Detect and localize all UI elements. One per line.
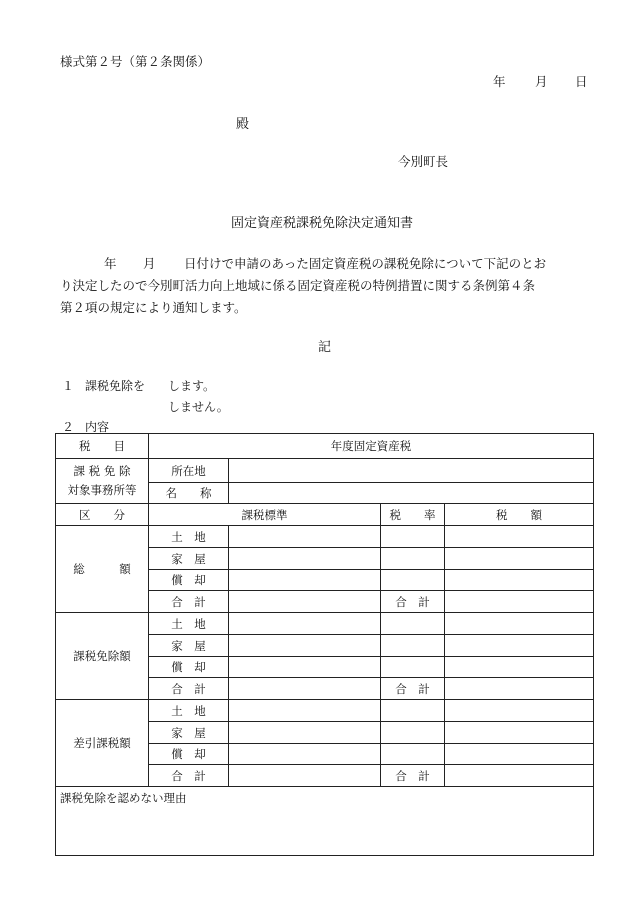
rate-cell[interactable] xyxy=(381,635,445,657)
row-land: 土 地 xyxy=(149,700,229,722)
ki-heading: 記 xyxy=(318,340,332,355)
tax-item-value: 年度固定資産税 xyxy=(149,434,594,459)
amount-cell[interactable] xyxy=(445,700,594,722)
standard-cell[interactable] xyxy=(229,678,381,700)
section2-number: ２ xyxy=(62,420,75,434)
office-label-line2: 対象事務所等 xyxy=(67,483,137,497)
row-depreciable: 償 却 xyxy=(149,570,229,591)
row-land: 土 地 xyxy=(149,613,229,635)
office-label xyxy=(56,459,149,504)
name-value[interactable] xyxy=(229,483,594,504)
row-sum: 合 計 xyxy=(149,678,229,700)
amount-cell[interactable] xyxy=(445,765,594,787)
location-label: 所在地 xyxy=(149,459,229,483)
rate-cell[interactable] xyxy=(381,548,445,570)
form-number: 様式第２号（第２条関係） xyxy=(60,54,211,69)
section1-number: １ xyxy=(62,379,75,393)
amount-cell[interactable] xyxy=(445,591,594,613)
rate-cell[interactable] xyxy=(381,657,445,678)
standard-cell[interactable] xyxy=(229,700,381,722)
sender-title: 今別町長 xyxy=(398,154,449,169)
row-house: 家 屋 xyxy=(149,722,229,744)
rate-total-label: 合 計 xyxy=(381,591,445,613)
office-label-line1: 課 税 免 除 xyxy=(73,464,131,478)
reason-label: 課税免除を認めない理由 xyxy=(60,791,187,805)
row-sum: 合 計 xyxy=(149,765,229,787)
row-depreciable: 償 却 xyxy=(149,657,229,678)
rate-cell[interactable] xyxy=(381,613,445,635)
reason-cell[interactable] xyxy=(56,787,594,856)
body-month: 月 xyxy=(143,256,156,271)
date-year: 年 xyxy=(493,74,506,89)
section1-option-do: します。 xyxy=(168,379,216,393)
rate-cell[interactable] xyxy=(381,744,445,765)
date-day: 日 xyxy=(575,74,588,89)
group-exemption-label: 課税免除額 xyxy=(56,613,149,700)
amount-cell[interactable] xyxy=(445,657,594,678)
row-house: 家 屋 xyxy=(149,548,229,570)
tax-exemption-table xyxy=(55,433,594,856)
body-text-line3: 第２項の規定により通知します。 xyxy=(60,300,247,315)
row-sum: 合 計 xyxy=(149,591,229,613)
standard-cell[interactable] xyxy=(229,570,381,591)
rate-cell[interactable] xyxy=(381,722,445,744)
row-house: 家 屋 xyxy=(149,635,229,657)
col-rate-header: 税 率 xyxy=(381,504,445,526)
amount-cell[interactable] xyxy=(445,613,594,635)
col-category-header: 区 分 xyxy=(56,504,149,526)
document-title: 固定資産税課税免除決定通知書 xyxy=(231,216,414,231)
amount-cell[interactable] xyxy=(445,722,594,744)
col-standard-header: 課税標準 xyxy=(149,504,381,526)
col-amount-header: 税 額 xyxy=(445,504,594,526)
name-label: 名 称 xyxy=(149,483,229,504)
standard-cell[interactable] xyxy=(229,548,381,570)
row-land: 土 地 xyxy=(149,526,229,548)
amount-cell[interactable] xyxy=(445,570,594,591)
section2-label: 内容 xyxy=(85,420,110,434)
tax-item-label: 税 目 xyxy=(56,434,149,459)
date-month: 月 xyxy=(535,74,548,89)
group-net-label: 差引課税額 xyxy=(56,700,149,787)
amount-cell[interactable] xyxy=(445,548,594,570)
amount-cell[interactable] xyxy=(445,635,594,657)
section1-option-donot: しません。 xyxy=(168,400,229,414)
rate-cell[interactable] xyxy=(381,526,445,548)
body-text-line1: 日付けで申請のあった固定資産税の課税免除について下記のとお xyxy=(184,256,547,271)
location-value[interactable] xyxy=(229,459,594,483)
standard-cell[interactable] xyxy=(229,744,381,765)
amount-cell[interactable] xyxy=(445,526,594,548)
section1-label: 課税免除を xyxy=(85,379,146,393)
amount-cell[interactable] xyxy=(445,744,594,765)
standard-cell[interactable] xyxy=(229,765,381,787)
group-total-label: 総 額 xyxy=(56,526,149,613)
standard-cell[interactable] xyxy=(229,657,381,678)
body-text-line2: り決定したので今別町活力向上地域に係る固定資産税の特例措置に関する条例第４条 xyxy=(60,278,536,293)
rate-total-label: 合 計 xyxy=(381,765,445,787)
standard-cell[interactable] xyxy=(229,722,381,744)
standard-cell[interactable] xyxy=(229,526,381,548)
addressee-suffix: 殿 xyxy=(236,117,250,132)
amount-cell[interactable] xyxy=(445,678,594,700)
rate-cell[interactable] xyxy=(381,700,445,722)
rate-cell[interactable] xyxy=(381,570,445,591)
body-year: 年 xyxy=(104,256,117,271)
standard-cell[interactable] xyxy=(229,635,381,657)
rate-total-label: 合 計 xyxy=(381,678,445,700)
standard-cell[interactable] xyxy=(229,613,381,635)
row-depreciable: 償 却 xyxy=(149,744,229,765)
standard-cell[interactable] xyxy=(229,591,381,613)
